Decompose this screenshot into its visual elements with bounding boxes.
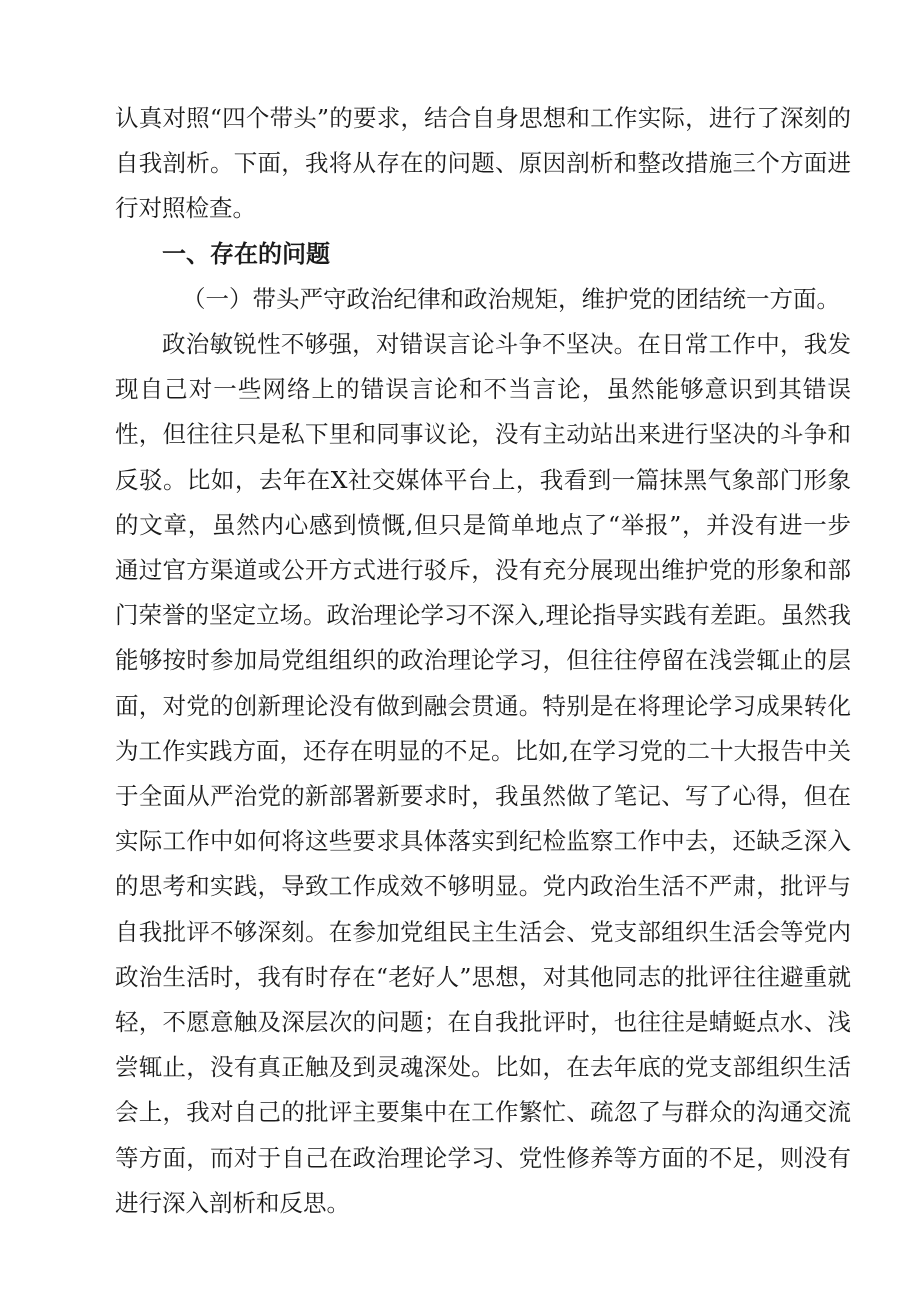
document-body: [115, 96, 851, 1226]
body-paragraph: 政治敏锐性不够强，对错误言论斗争不坚决。在日常工作中，我发现自己对一些网络上的错误言论和不当言论，虽然能够意识到其错误性，但往往只是私下里和同事议论，没有主动站出来进行坚决的斗争和反驳。比如，去年在X社交媒体平台上，我看到一篇抹黑气象部门形象的文章，虽然内心感到愤慨,但只是简单地点了“举报”，并没有进一步通过官方渠道或公开方式进行驳斥，没有充分展现出维护党的形象和部门荣誉的坚定立场。政治理论学习不深入,理论指导实践有差距。虽然我能够按时参加局党组组织的政治理论学习，但往往停留在浅尝辄止的层面，对党的创新理论没有做到融会贯通。特别是在将理论学习成果转化为工作实践方面，还存在明显的不足。比如,在学习党的二十大报告中关于全面从严治党的新部署新要求时，我虽然做了笔记、写了心得，但在实际工作中如何将这些要求具体落实到纪检监察工作中去，还缺乏深入的思考和实践，导致工作成效不够明显。党内政治生活不严肃，批评与自我批评不够深刻。在参加党组民主生活会、党支部组织生活会等党内政治生活时，我有时存在“老好人”思想，对其他同志的批评往往避重就轻，不愿意触及深层次的问题；在自我批评时，也往往是蜻蜓点水、浅尝辄止，没有真正触及到灵魂深处。比如，在去年底的党支部组织生活会上，我对自己的批评主要集中在工作繁忙、疏忽了与群众的沟通交流等方面，而对于自己在政治理论学习、党性修养等方面的不足，则没有进行深入剖析和反思。: [115, 330, 851, 1217]
subsection-heading: （一）带头严守政治纪律和政治规矩，维护党的团结统一方面。: [182, 284, 840, 313]
intro-paragraph: 认真对照“四个带头”的要求，结合自身思想和工作实际，进行了深刻的自我剖析。下面，我将从存在的问题、原因剖析和整改措施三个方面进行对照检查。: [115, 104, 851, 223]
section-heading: 一、存在的问题: [162, 239, 330, 268]
